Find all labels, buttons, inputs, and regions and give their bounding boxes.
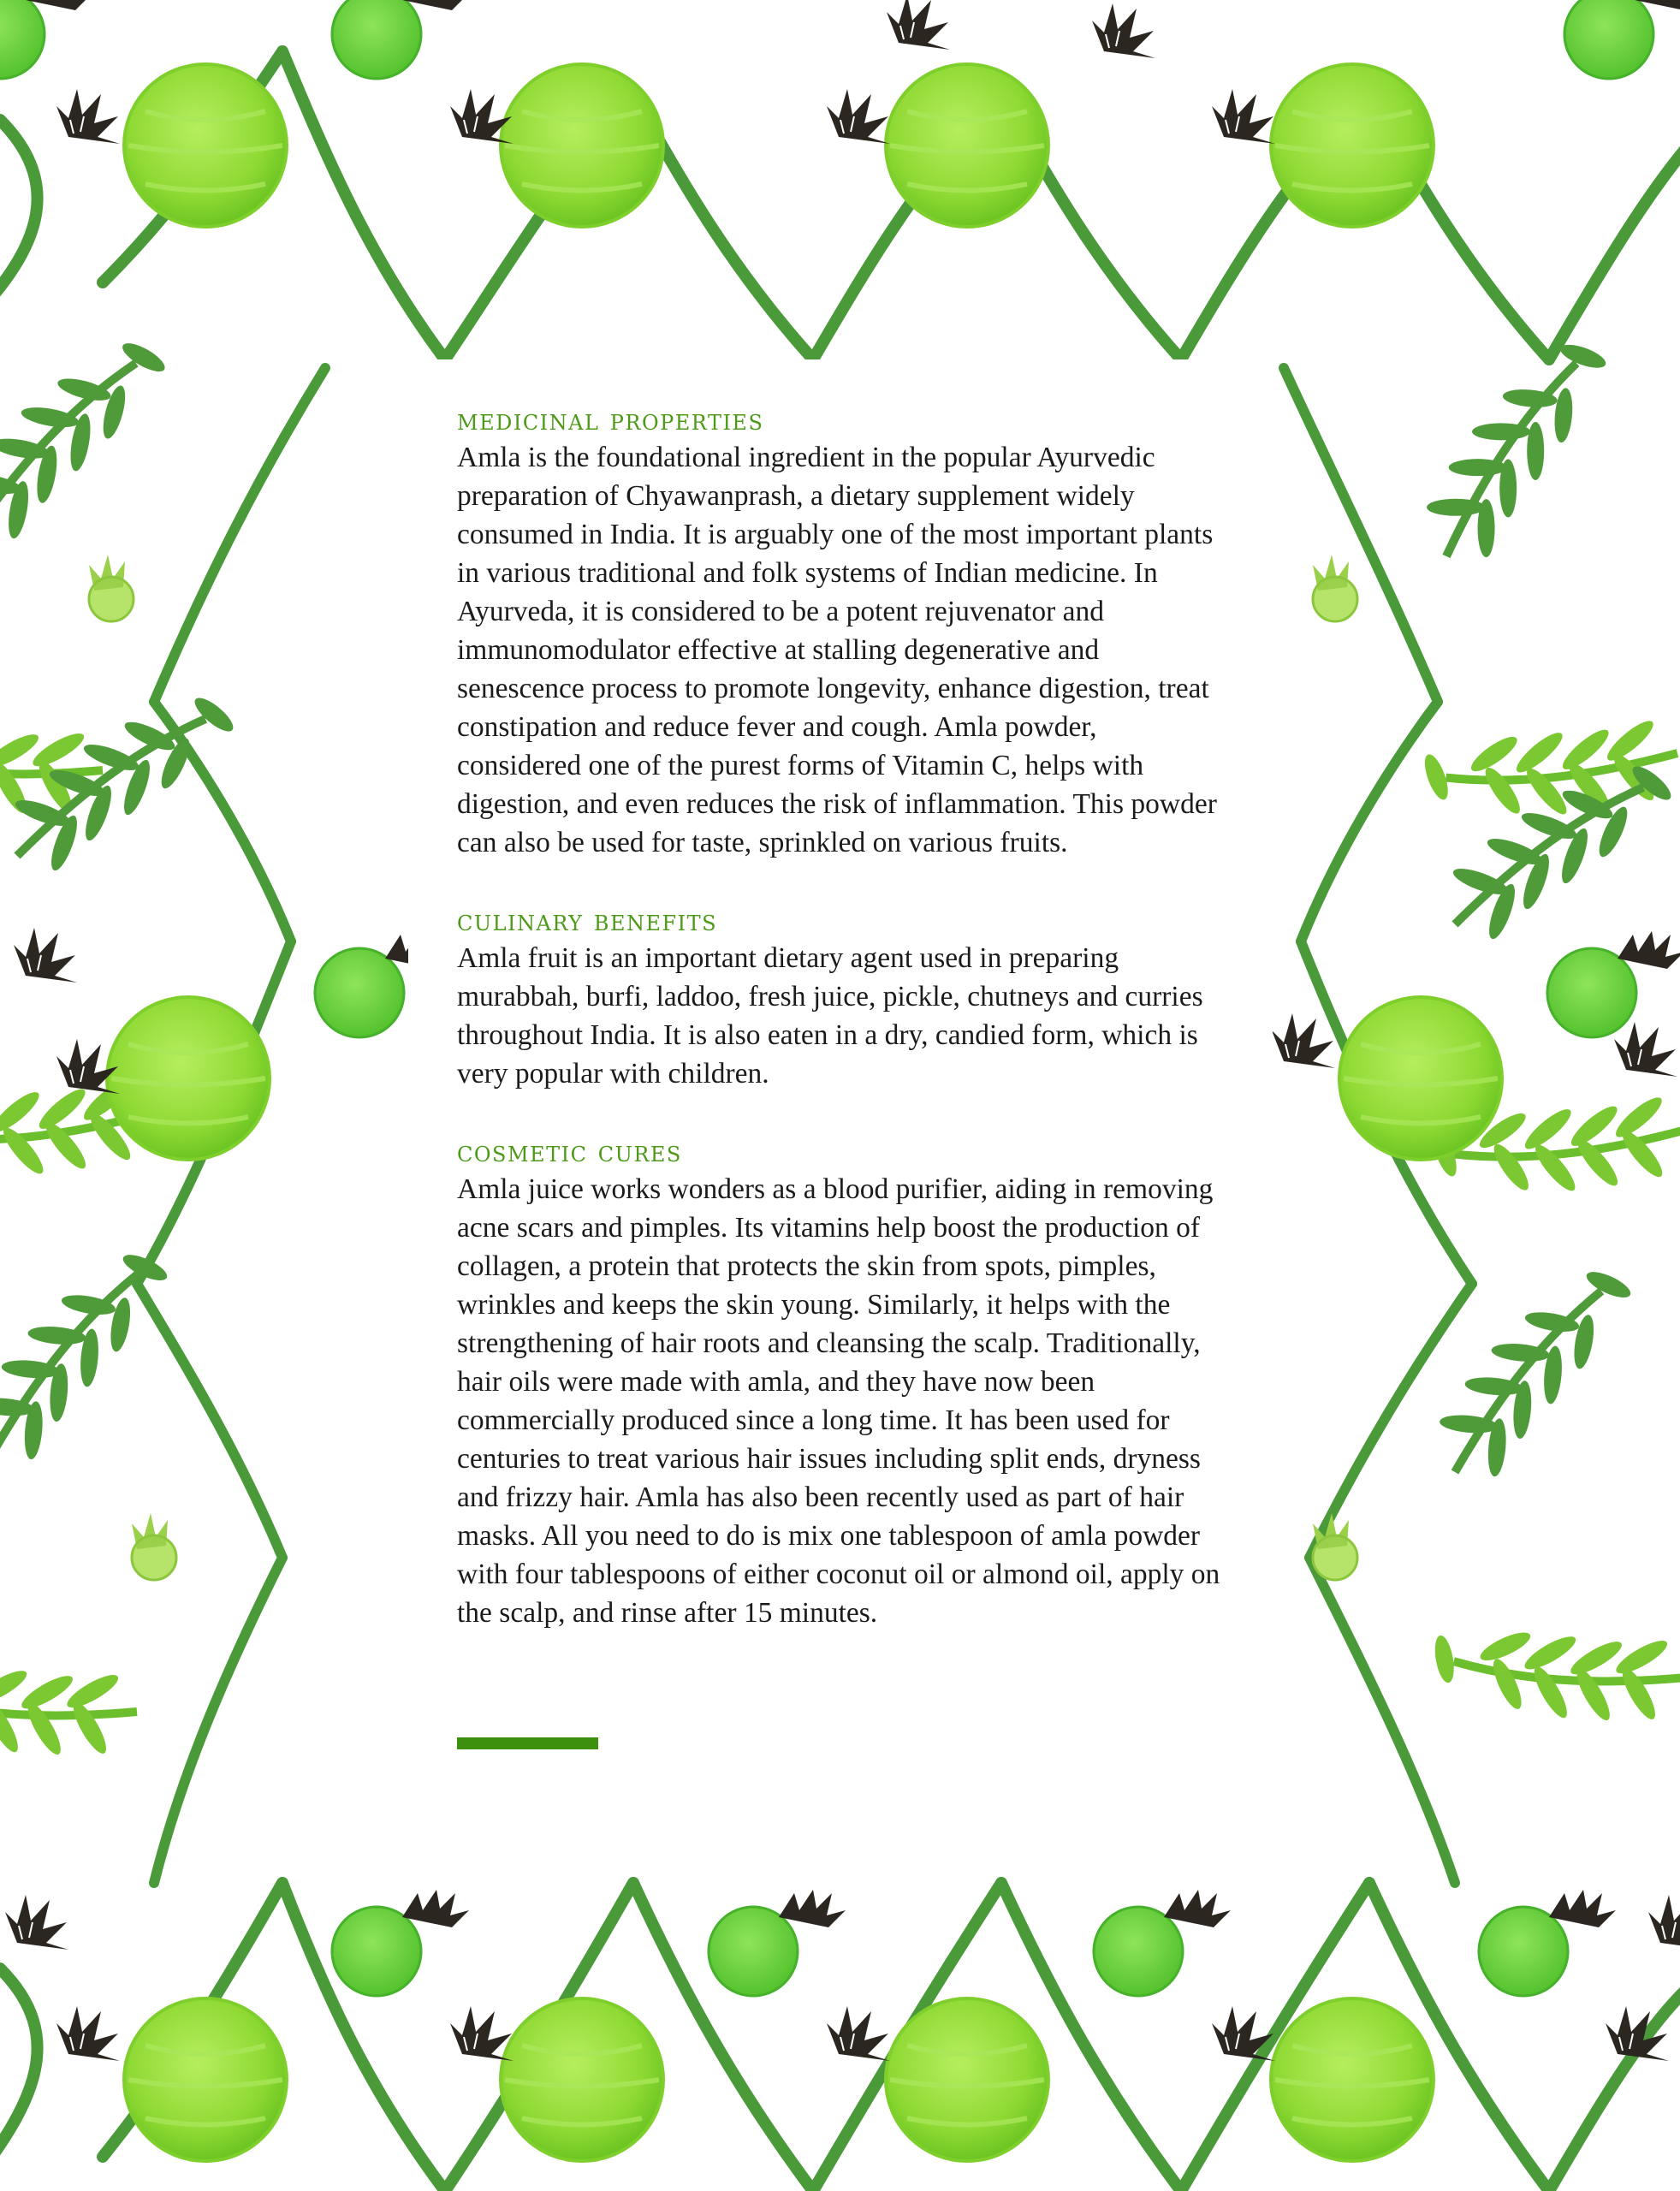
end-rule: [457, 1737, 598, 1749]
section-medicinal-properties: [457, 402, 1221, 862]
article-panel: [408, 359, 1273, 1763]
section-heading: culinary benefits: [457, 904, 718, 938]
section-heading: cosmetic cures: [457, 1135, 682, 1169]
section-heading: medicinal properties: [457, 403, 764, 437]
section-culinary-benefits: [457, 903, 1221, 1093]
section-body: Amla fruit is an important dietary agent used in preparing murabbah, burfi, laddoo, fresh juice, pickle, chutneys and curries throughout India. It is also eaten in a dry, candied form, which is very popular with children.: [457, 942, 1203, 1090]
section-body: Amla juice works wonders as a blood purifier, aiding in removing acne scars and pimples. Its vitamins help boost the production of collagen, a protein that protects the skin from spots, pimples, wrinkles and keeps the skin young. Similarly, it helps with the strengthening of hair roots and cleansing the scalp. Traditionally, hair oils were made with amla, and they have now been commercially produced since a long time. It has been used for centuries to treat various hair issues including split ends, dryness and frizzy hair. Amla has also been recently used as part of hair masks. All you need to do is mix one tablespoon of amla powder with four tablespoons of either coconut oil or almond oil, apply on the scalp, and rinse after 15 minutes.: [457, 1173, 1220, 1629]
section-cosmetic-cures: [457, 1134, 1221, 1632]
section-body: Amla is the foundational ingredient in the popular Ayurvedic preparation of Chyawanprash, a dietary supplement widely consumed in India. It is arguably one of the most important plants in various traditional and folk systems of Indian medicine. In Ayurveda, it is considered to be a potent rejuvenator and immunomodulator effective at stalling degenerative and senescence process to promote longevity, enhance digestion, treat constipation and reduce fever and cough. Amla powder, considered one of the purest forms of Vitamin C, helps with digestion, and even reduces the risk of inflammation. This powder can also be used for taste, sprinkled on various fruits.: [457, 442, 1217, 858]
